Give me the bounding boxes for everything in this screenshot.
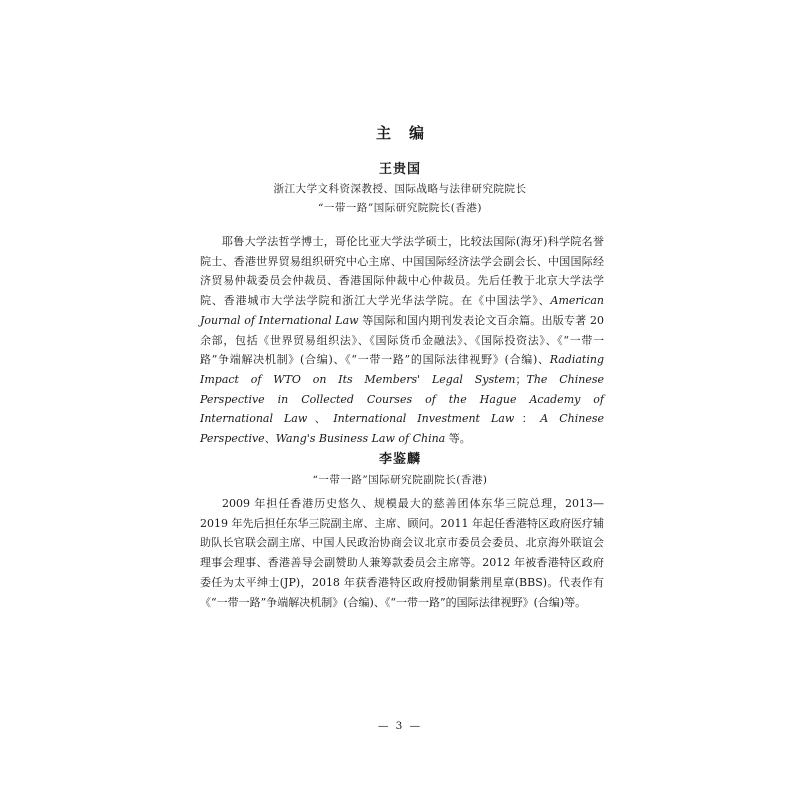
editor1-bio-segment: The Chinese Perspective in Collected Courses of the Hague Academy of International Law (200, 372, 604, 426)
editor1-bio (200, 232, 604, 449)
editor1-name: 王贵国 (378, 162, 421, 177)
page-number: — 3 — (377, 720, 423, 732)
editor2-name: 李鉴麟 (378, 452, 421, 467)
editor1-bio-segment: Wang's Business Law of China (275, 432, 446, 446)
section-heading: 主编 (375, 124, 442, 142)
editor1-bio-segment: 耶鲁大学法哲学博士，哥伦比亚大学法学硕士，比较法国际(海牙)科学院名誉院士、香港世界贸易组织研究中心主席、中国国际经济法学会副会长、中国国际经济贸易仲裁委员会仲裁员、香港国际仲裁中心仲裁员。先后任教于北京大学法学院、香港城市大学法学院和浙江大学光华法学院。在《中国法学》、 (200, 235, 604, 308)
editor1-bio-segment: ； (515, 372, 527, 386)
editor1-bio-segment: 等。 (445, 432, 471, 446)
editor1-bio-segment: ： (514, 412, 541, 426)
editor2-bio-segment: 2009 年担任香港历史悠久、规模最大的慈善团体东华三院总理，2013—2019 年先后担任东华三院副主席、主席、顾问。2011 年起任香港特区政府医疗辅助队长官联会副主席、中国人民政治协商会议北京市委员会委员、北京海外联谊会理事会理事、香港善导会副赞助人兼筹款委员会主席等。2012 年被香港特区政府委任为太平绅士(JP)，2018 年获香港特区政府授勋铜紫荆星章(BBS)。代表作有《“一带一路”争端解决机制》(合编)、《“一带一路”的国际法律视野》(合编)等。 (200, 497, 604, 609)
editor1-title-2: “一带一路”国际研究院院长(香港) (318, 202, 482, 214)
editor1-bio-segment: International Investment Law (333, 412, 515, 426)
editor1-bio-segment: 等国际和国内期刊发表论文百余篇。出版专著 20 余部，包括《世界贸易组织法》、《国际货币金融法》、《国际投资法》、《“一带一路”争端解决机制》(合编)、《“一带一路”的国际法律视野》(合编)、 (200, 313, 604, 367)
editor1-bio-segment: American Journal of International Law (200, 294, 604, 327)
editor1-bio-segment: 、 (307, 412, 334, 426)
editor1-bio-segment: Radiating Impact of WTO on Its Members' Legal System (200, 353, 604, 386)
editor1-title-1: 浙江大学文科资深教授、国际战略与法律研究院院长 (273, 183, 527, 195)
editor1-bio-segment: A Chinese Perspective (200, 412, 605, 446)
editor1-bio-segment: 、 (264, 432, 276, 446)
editor2-title-1: “一带一路”国际研究院副院长(香港) (312, 474, 488, 486)
editor2-bio (200, 494, 604, 612)
